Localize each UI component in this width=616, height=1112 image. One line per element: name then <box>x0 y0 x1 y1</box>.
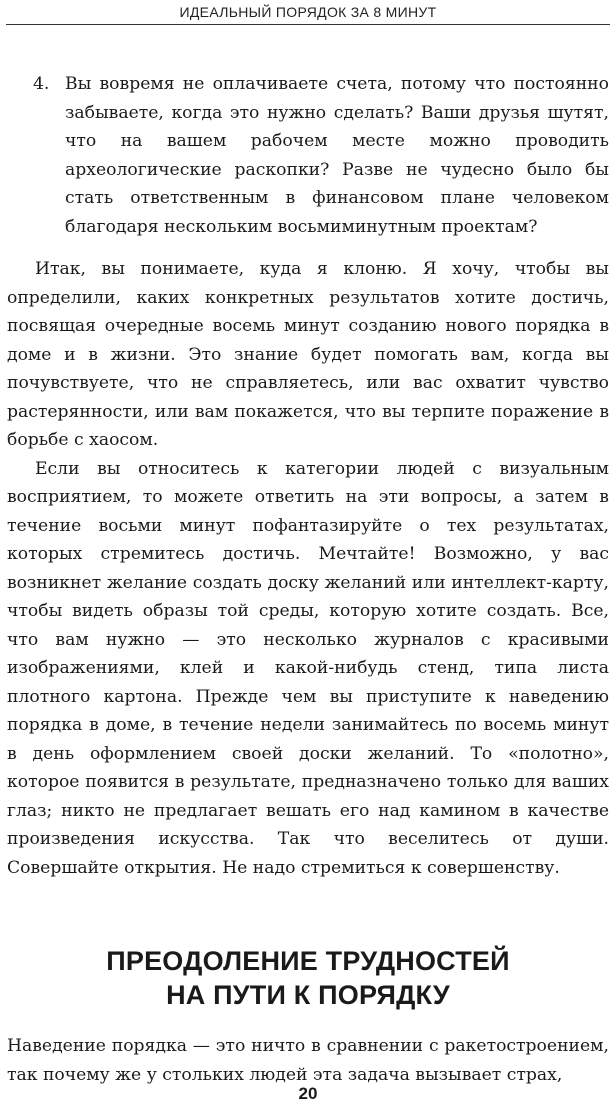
section-heading-line-1: ПРЕОДОЛЕНИЕ ТРУДНОСТЕЙ <box>106 946 510 976</box>
list-item <box>7 70 609 241</box>
page-number: 20 <box>298 1084 318 1103</box>
list-item-number: 4. <box>33 74 50 94</box>
list-item-text: Вы вовремя не оплачиваете счета, потому что постоянно забываете, когда это нужно сделать? Ваши друзья шутят, что на вашем рабочем месте можно проводить археологические раскопки? Разве не чудесно было бы стать ответственным в финансовом плане человеком благодаря нескольким восьмиминутным проектам? <box>65 74 609 237</box>
paragraph-1: Итак, вы понимаете, куда я клоню. Я хочу, чтобы вы определили, каких конкретных результатов хотите достичь, посвящая очередные восемь минут созданию нового порядка в доме и в жизни. Это знание будет помогать вам, когда вы почувствуете, что не справляетесь, или вас охватит чувство растерянности, или вам покажется, что вы терпите поражение в борьбе с хаосом. <box>7 259 609 450</box>
running-head: ИДЕАЛЬНЫЙ ПОРЯДОК ЗА 8 МИНУТ <box>179 4 437 20</box>
page-body <box>7 70 609 1089</box>
header-rule <box>6 24 610 25</box>
closing-paragraph: Наведение порядка — это ничто в сравнении с ракетостроением, так почему же у стольких людей эта задача вызывает страх, <box>7 1036 609 1085</box>
paragraph-2: Если вы относитесь к категории людей с визуальным восприятием, то можете ответить на эти вопросы, а затем в течение восьми минут пофантазируйте о тех результатах, которых стремитесь достичь. Мечтайте! Возможно, у вас возникнет желание создать доску желаний или интеллект-карту, чтобы видеть образы той среды, которую хотите создать. Все, что вам нужно — это несколько журналов с красивыми изображениями, клей и какой-нибудь стенд, типа листа плотного картона. Прежде чем вы приступите к наведению порядка в доме, в течение недели занимайтесь по восемь минут в день оформлением своей доски желаний. То «полотно», которое появится в результате, предназначено только для ваших глаз; никто не предлагает вешать его над камином в качестве произведения искусства. Так что веселитесь от души. Совершайте открытия. Не надо стремиться к совершенству. <box>7 458 609 878</box>
section-heading <box>7 944 609 1012</box>
section-heading-line-2: НА ПУТИ К ПОРЯДКУ <box>166 980 450 1010</box>
